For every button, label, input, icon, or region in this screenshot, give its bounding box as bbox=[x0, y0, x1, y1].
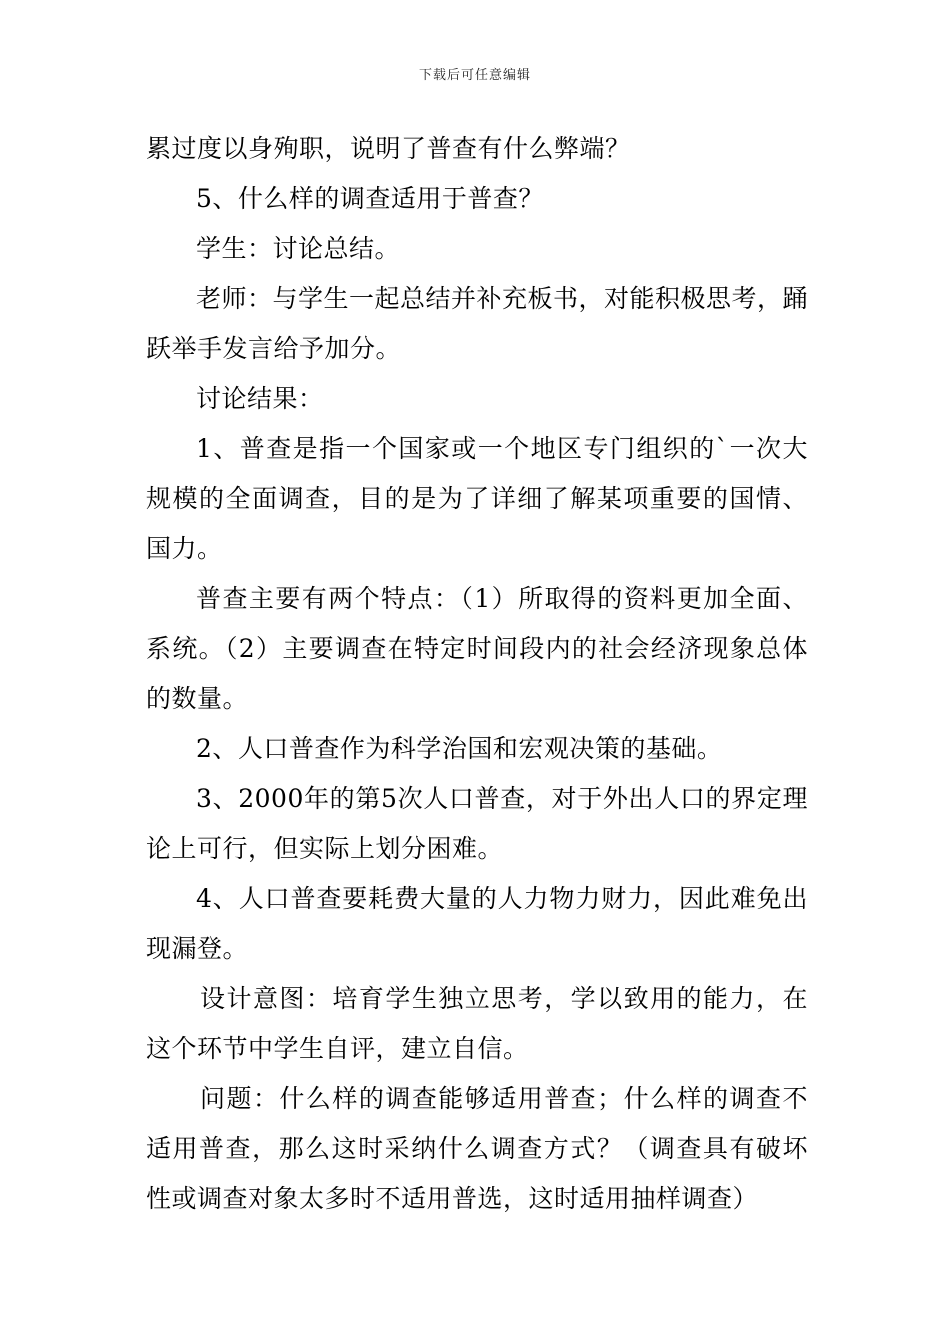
paragraph-student: 学生：讨论总结。 bbox=[196, 234, 401, 263]
page-header: 下载后可任意编辑 bbox=[418, 68, 531, 83]
paragraph-census-features: 普查主要有两个特点：（1）所取得的资料更加全面、系统。（2）主要调查在特定时间段内的社会经济现象总体的数量。 bbox=[146, 584, 808, 713]
document-body bbox=[146, 124, 808, 1224]
paragraph-result-1: 1、普查是指一个国家或一个地区专门组织的`一次大规模的全面调查，目的是为了详细了解某项重要的国情、国力。 bbox=[146, 434, 808, 563]
paragraph-question-5: 5、什么样的调查适用于普查？ bbox=[196, 184, 544, 213]
paragraph-design-intent: 设计意图：培育学生独立思考，学以致用的能力，在这个环节中学生自评，建立自信。 bbox=[146, 984, 808, 1063]
paragraph-question: 问题：什么样的调查能够适用普查；什么样的调查不适用普查，那么这时采纳什么调查方式？（调查具有破坏性或调查对象太多时不适用普选，这时适用抽样调查） bbox=[146, 1084, 808, 1213]
paragraph-discussion-heading: 讨论结果： bbox=[196, 384, 324, 413]
paragraph-continuation: 累过度以身殉职，说明了普查有什么弊端？ bbox=[146, 134, 631, 163]
paragraph-teacher: 老师：与学生一起总结并补充板书，对能积极思考，踊跃举手发言给予加分。 bbox=[146, 284, 809, 363]
paragraph-result-4: 4、人口普查要耗费大量的人力物力财力，因此难免出现漏登。 bbox=[146, 884, 808, 963]
paragraph-result-3: 3、2000年的第5次人口普查，对于外出人口的界定理论上可行，但实际上划分困难。 bbox=[146, 784, 808, 863]
paragraph-result-2: 2、人口普查作为科学治国和宏观决策的基础。 bbox=[196, 734, 723, 763]
